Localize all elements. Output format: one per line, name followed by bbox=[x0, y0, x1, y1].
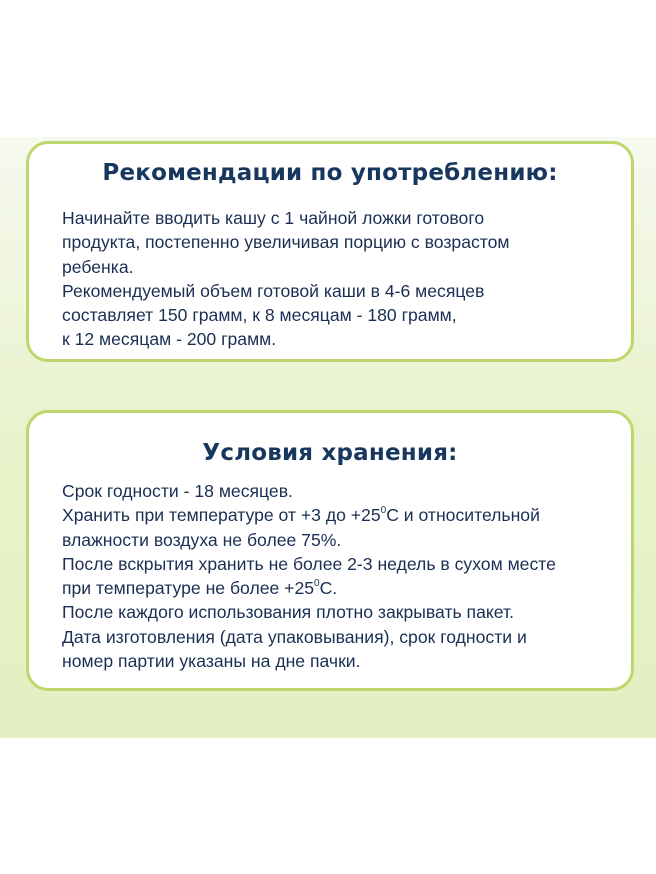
storage-line: Дата изготовления (дата упаковывания), срок годности и bbox=[62, 626, 527, 647]
storage-line: Срок годности - 18 месяцев. bbox=[62, 481, 293, 501]
usage-line: составляет 150 грамм, к 8 месяцам - 180 грамм, bbox=[62, 305, 457, 326]
storage-line bbox=[62, 503, 623, 527]
degree-mark: 0 bbox=[380, 505, 387, 517]
storage-line: После каждого использования плотно закрывать пакет. bbox=[62, 602, 514, 623]
storage-text bbox=[62, 479, 623, 673]
usage-line: продукта, постепенно увеличивая порцию с возрастом bbox=[62, 232, 510, 253]
usage-text bbox=[62, 206, 623, 352]
storage-conditions-card bbox=[26, 410, 634, 691]
storage-line bbox=[62, 576, 623, 600]
storage-line-part: С. bbox=[319, 578, 338, 599]
usage-line: Рекомендуемый объем готовой каши в 4-6 месяцев bbox=[62, 280, 485, 301]
storage-line-part: С и относительной bbox=[386, 505, 540, 526]
storage-line-part: Хранить при температуре от +3 до +25 bbox=[62, 505, 381, 526]
usage-line: Начинайте вводить кашу с 1 чайной ложки готового bbox=[62, 208, 485, 228]
storage-line: влажности воздуха не более 75%. bbox=[62, 529, 342, 550]
usage-line: к 12 месяцам - 200 грамм. bbox=[62, 329, 277, 350]
storage-line-part: при температуре не более +25 bbox=[62, 578, 315, 599]
usage-recommendations-card bbox=[26, 141, 634, 362]
degree-mark: 0 bbox=[314, 578, 320, 590]
usage-line: ребенка. bbox=[62, 256, 134, 277]
storage-line: номер партии указаны на дне пачки. bbox=[62, 651, 361, 672]
storage-title: Условия хранения: bbox=[202, 440, 458, 466]
usage-title: Рекомендации по употреблению: bbox=[102, 160, 558, 186]
storage-line: После вскрытия хранить не более 2-3 недель в сухом месте bbox=[62, 553, 556, 574]
